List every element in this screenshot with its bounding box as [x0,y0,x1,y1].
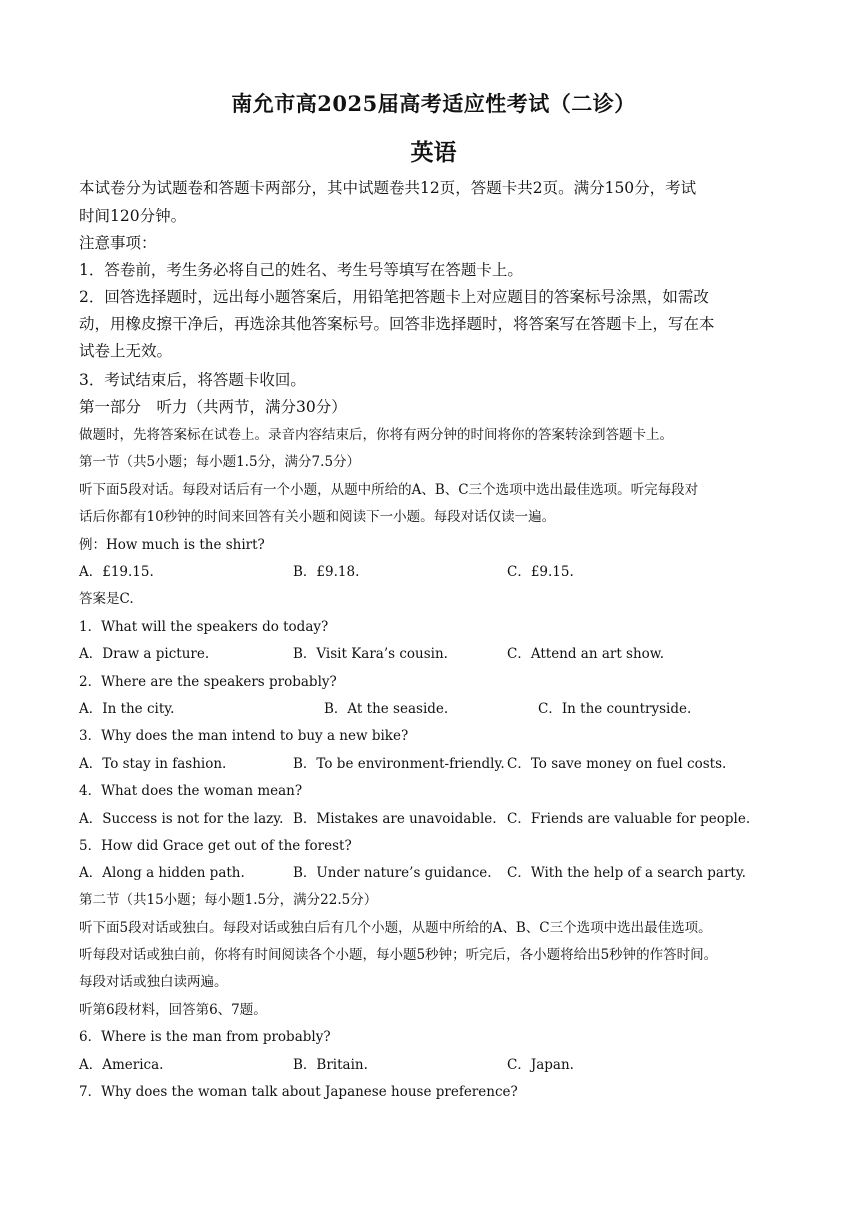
question-3: 3．Why does the man intend to buy a new bike? [79,728,409,744]
section2-instruction-1: 听下面5段对话或独白。每段对话或独白后有几个小题，从题中所给的A、B、C三个选项中选出最佳选项。 [79,920,712,936]
example-question: 例：How much is the shirt? [79,537,265,553]
q4-option-b: B．Mistakes are unavoidable. [293,811,497,827]
part1-instruction: 做题时，先将答案标在试卷上。录音内容结束后，你将有两分钟的时间将你的答案转涂到答题卡上。 [79,427,673,443]
q2-option-c: C．In the countryside. [538,701,692,717]
q3-option-a: A．To stay in fashion. [79,756,227,772]
q1-option-c: C．Attend an art show. [507,646,665,662]
q3-option-c: C．To save money on fuel costs. [507,756,727,772]
section1-instruction-2: 话后你都有10秒钟的时间来回答有关小题和阅读下一小题。每段对话仅读一遍。 [79,509,556,525]
notice-2: 2．回答选择题时，远出每小题答案后，用铅笔把答题卡上对应题目的答案标号涂黑，如需改 [79,288,709,306]
example-answer: 答案是C. [79,591,134,607]
q5-option-b: B．Under nature’s guidance. [293,865,492,881]
q5-option-c: C．With the help of a search party. [507,865,746,881]
q6-option-a: A．America. [79,1057,164,1073]
section1-instruction-1: 听下面5段对话。每段对话后有一个小题，从题中所给的A、B、C三个选项中选出最佳选项。听完每段对 [79,482,699,498]
q4-option-a: A．Success is not for the lazy. [79,811,284,827]
q6-option-b: B．Britain. [293,1057,368,1073]
subject-title: 英语 [410,139,457,166]
q2-option-b: B．At the seaside. [324,701,449,717]
q1-option-a: A．Draw a picture. [79,646,210,662]
q6-option-c: C．Japan. [507,1057,574,1073]
section2-instruction-3: 每段对话或独白读两遍。 [79,974,228,990]
material-6-heading: 听第6段材料，回答第6、7题。 [79,1002,267,1018]
q2-option-a: A．In the city. [79,701,175,717]
question-2: 2．Where are the speakers probably? [79,674,337,690]
question-6: 6．Where is the man from probably? [79,1029,331,1045]
question-4: 4．What does the woman mean? [79,783,303,799]
q5-option-a: A．Along a hidden path. [79,865,245,881]
intro-line-2: 时间120分钟。 [79,207,187,225]
notice-3: 3．考试结束后，将答题卡收回。 [79,371,306,389]
question-7: 7．Why does the woman talk about Japanese house preference? [79,1084,518,1100]
example-option-b: B．£9.18. [293,564,360,580]
q3-option-b: B．To be environment-friendly. [293,756,505,772]
q4-option-c: C．Friends are valuable for people. [507,811,751,827]
part1-heading: 第一部分 听力（共两节，满分30分） [79,398,347,416]
question-1: 1．What will the speakers do today? [79,619,329,635]
notice-heading: 注意事项： [79,234,157,252]
notice-2-cont: 动，用橡皮擦干净后，再选涂其他答案标号。回答非选择题时，将答案写在答题卡上，写在本 [79,315,715,333]
notice-2-end: 试卷上无效。 [79,342,173,360]
intro-line-1: 本试卷分为试题卷和答题卡两部分，其中试题卷共12页，答题卡共2页。满分150分，考试 [79,179,697,197]
example-option-a: A．£19.15. [79,564,154,580]
exam-title: 南允市高2025届高考适应性考试（二诊） [231,91,636,116]
example-option-c: C．£9.15. [507,564,574,580]
q1-option-b: B．Visit Kara’s cousin. [293,646,448,662]
section1-heading: 第一节（共5小题；每小题1.5分，满分7.5分） [79,454,361,470]
question-5: 5．How did Grace get out of the forest? [79,838,352,854]
section2-heading: 第二节（共15小题；每小题1.5分，满分22.5分） [79,892,378,908]
notice-1: 1．答卷前，考生务必将自己的姓名、考生号等填写在答题卡上。 [79,261,523,279]
section2-instruction-2: 听每段对话或独白前，你将有时间阅读各个小题，每小题5秒钟；听完后，各小题将给出5秒钟的作答时间。 [79,947,718,963]
